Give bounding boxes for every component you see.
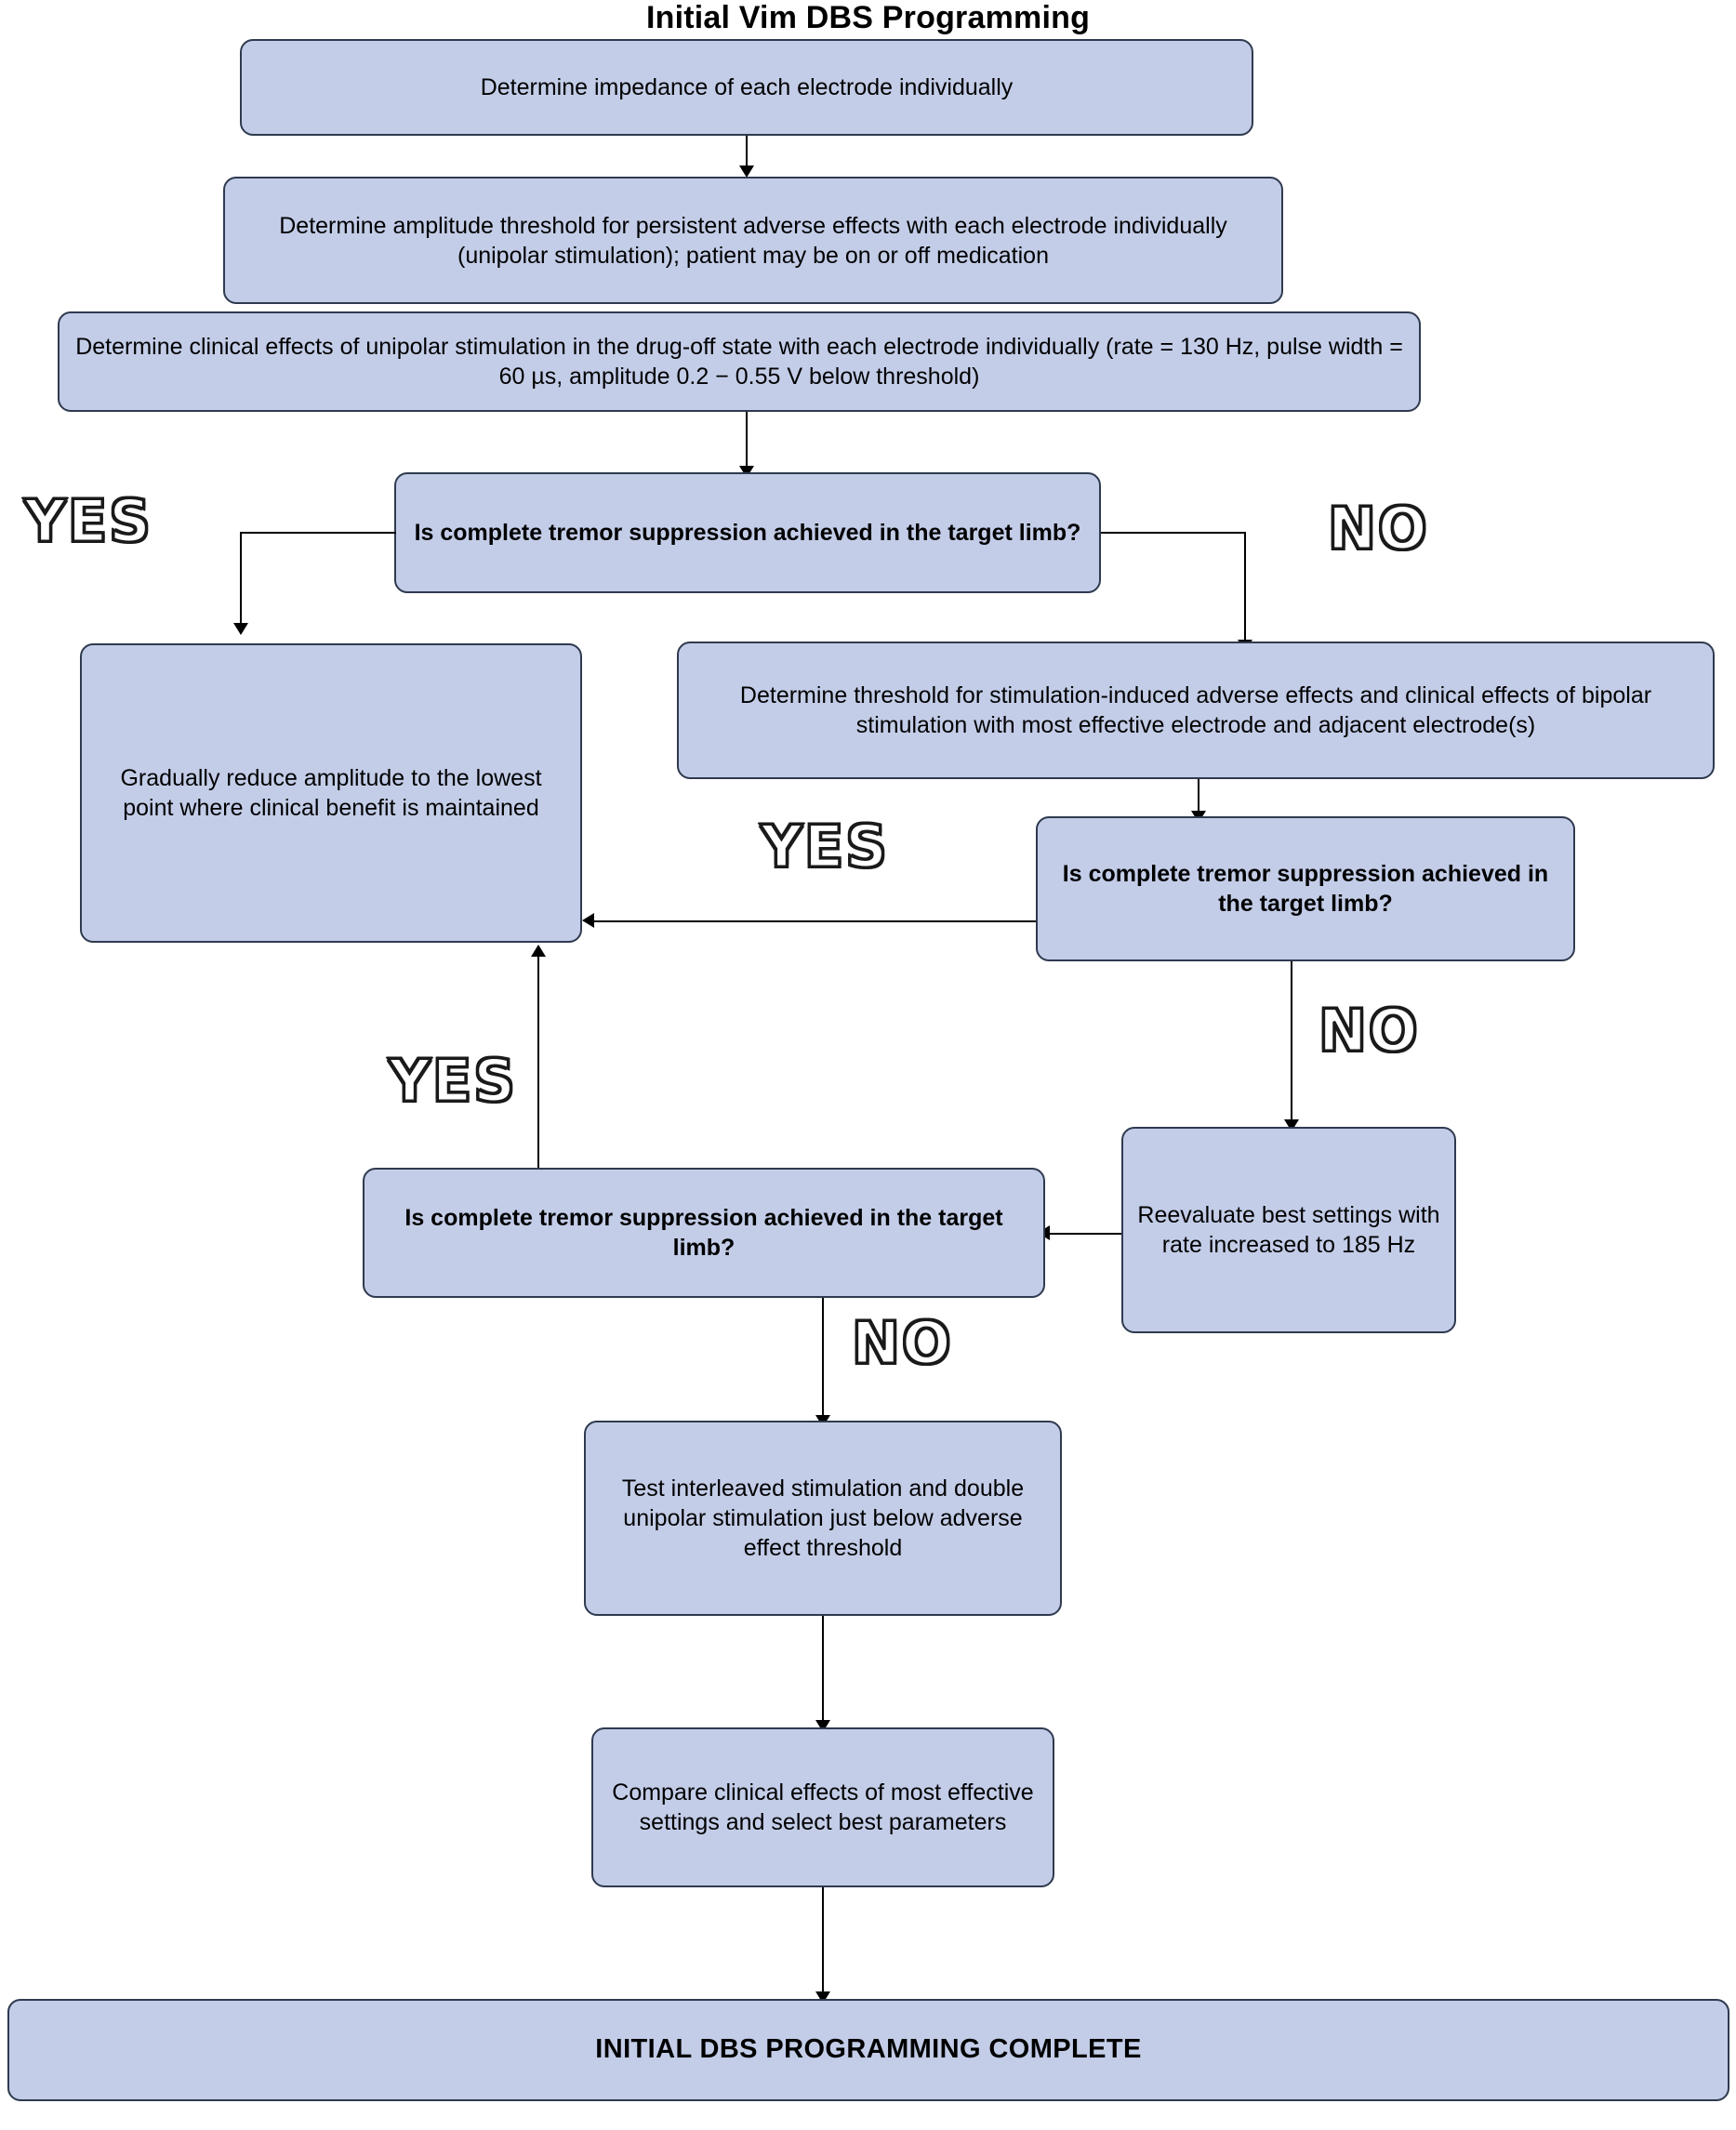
connector-compare-to-complete [822,1887,824,1997]
connector-decision1-no-horizontal [1101,532,1246,534]
node-decision-2-label: Is complete tremor suppression achieved in the target limb? [1062,861,1549,917]
node-amplitude-threshold [223,177,1283,304]
node-compare-label: Compare clinical effects of most effective settings and select best parameters [612,1779,1034,1835]
connector-unipolar-to-decision1 [746,412,748,470]
node-reduce-amplitude [80,643,582,943]
connector-decision1-yes-horizontal [240,532,396,534]
edge-label-no-1: NO [1328,495,1429,562]
node-decision-1 [394,472,1101,593]
arrowhead-decision2-yes [582,913,594,928]
node-decision-2 [1036,816,1575,961]
node-decision-3-label: Is complete tremor suppression achieved in the target limb? [404,1205,1003,1261]
edge-label-no-2: NO [1319,997,1420,1065]
node-impedance [240,39,1253,136]
node-interleaved [584,1421,1062,1616]
connector-decision2-yes [593,920,1036,922]
diagram-title: Initial Vim DBS Programming [645,0,1091,35]
edge-label-yes-3: YES [389,1047,517,1115]
node-impedance-label: Determine impedance of each electrode individually [480,74,1014,100]
node-bipolar-threshold-label: Determine threshold for stimulation-induced adverse effects and clinical effects of bipolar stimulation with most effective electrode and adjacent electrode(s) [739,682,1652,738]
connector-decision3-yes [537,954,539,1168]
node-complete [7,1999,1729,2101]
node-reduce-amplitude-label: Gradually reduce amplitude to the lowest point where clinical benefit is maintained [120,765,542,821]
edge-label-yes-1: YES [24,487,152,555]
arrowhead-decision3-yes [531,945,546,957]
edge-label-yes-2: YES [761,813,889,880]
node-decision-3 [363,1168,1045,1298]
node-amplitude-threshold-label: Determine amplitude threshold for persistent adverse effects with each electrode individually (unipolar stimulation); patient may be on or off medication [279,212,1227,269]
arrowhead-decision1-yes [233,623,248,635]
connector-reevaluate-to-decision3 [1049,1233,1121,1235]
connector-decision1-no-vertical [1244,532,1246,643]
node-reevaluate-rate-label: Reevaluate best settings with rate increased to 185 Hz [1137,1202,1440,1258]
node-decision-1-label: Is complete tremor suppression achieved in the target limb? [414,520,1081,546]
connector-impedance-to-amplitude [746,136,748,169]
node-complete-label: INITIAL DBS PROGRAMMING COMPLETE [595,2034,1142,2065]
node-bipolar-threshold [677,642,1715,779]
node-reevaluate-rate [1121,1127,1456,1333]
connector-decision1-yes-vertical [240,532,242,627]
connector-decision3-no [822,1298,824,1421]
connector-decision2-no [1291,961,1292,1125]
node-interleaved-label: Test interleaved stimulation and double unipolar stimulation just below adverse effect threshold [621,1475,1025,1561]
node-compare [591,1727,1054,1887]
node-unipolar-effects-label: Determine clinical effects of unipolar stimulation in the drug-off state with each electrode individually (rate = 130 Hz, pulse width = 60 µs, amplitude 0.2 − 0.55 V below threshold) [75,334,1403,390]
edge-label-no-3: NO [852,1309,953,1377]
node-unipolar-effects [58,311,1421,412]
connector-interleaved-to-compare [822,1616,824,1726]
